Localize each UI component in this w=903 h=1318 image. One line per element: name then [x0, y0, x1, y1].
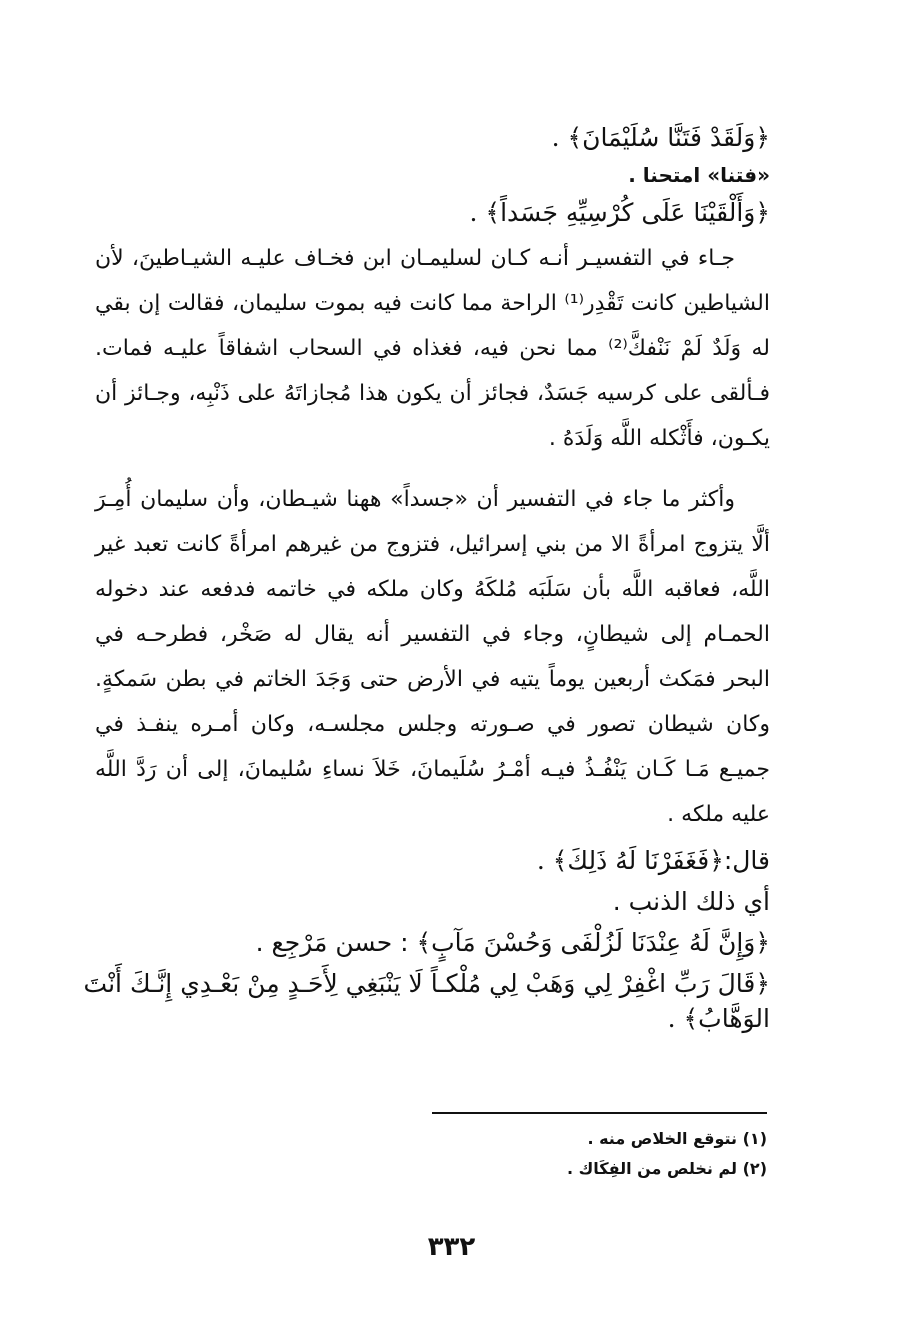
gloss-line: «فتنا» امتحنا .	[628, 163, 770, 187]
footnote-divider	[432, 1112, 767, 1114]
footnotes	[432, 1124, 767, 1184]
quran-verse: ﴿وَإِنَّ لَهُ عِنْدَنَا لَزُلْفَى وَحُسْنَ مَآبٍ﴾	[416, 928, 770, 957]
verse-suffix: : حسن مَرْجِع .	[255, 928, 409, 957]
verse-line	[95, 925, 770, 960]
commentary-paragraph: جـاء في التفسيـر أنـه كـان لسليمـان ابن فخـاف عليـه الشيـاطينَ، لأن الشياطين كانت تَقْدِر⁽¹⁾ الراحة مما كانت فيه بموت سليمان، فقالت إن بقي له وَلَدٌ لَمْ نَنْفكَّ⁽²⁾ مما نحن فيه، فغذاه في السحاب اشفاقاً عليـه فمات. فـألقى على كرسيه جَسَدٌ، فجائز أن يكون هذا مُجازاتَهُ على ذَنْبِه، وجـائز أن يكـون، فأَثْكله اللَّه وَلَدَهُ .	[95, 246, 770, 451]
footnote: (٢) لم نخلص من الفِكَاك .	[566, 1159, 767, 1178]
quran-verse: ﴿وَلَقَدْ فَتَنَّا سُلَيْمَانَ﴾ .	[551, 123, 770, 152]
page-number: ٣٣٢	[427, 1232, 476, 1262]
quran-verse: ﴿وَأَلْقَيْنَا عَلَى كُرْسِيِّهِ جَسَداً﴾ .	[469, 198, 770, 227]
quran-verse: ﴿فَغَفَرْنَا لَهُ ذَلِكَ﴾ .	[536, 846, 724, 875]
verse-prefix: قال:	[723, 846, 770, 875]
commentary-paragraph: وأكثر ما جاء في التفسير أن «جسداً» ههنا شيـطان، وأن سليمان أُمِـرَ ألَّا يتزوج امرأةً الا من بني إسرائيل، فتزوج من غيرهم امرأةً كانت تعبد غير اللَّه، فعاقبه اللَّه بأن سَلَبَه مُلكَهُ وكان ملكه في خاتمه فدفعه عند دخوله الحمـام إلى شيطانٍ، وجاء في التفسير أنه يقال له صَخْر، فطرحـه في البحر فمَكث أربعين يوماً يتيه في الأرض حتى وَجَدَ الخاتم في بطن سَمكةٍ. وكان شيطان تصور في صـورته وجلس مجلسـه، وكان أمـره ينفـذ في جميـع مَـا كَـان يَنْفُـذُ فيـه أمْـرُ سُلَيمانَ، خَلاَ نساءِ سُليمانَ، إلى أن رَدَّ اللَّه عليه ملكه .	[95, 487, 770, 827]
quran-verse: الوَهَّابُ﴾ .	[667, 1004, 770, 1033]
main-text	[83, 120, 770, 1036]
gloss-line: أي ذلك الذنب .	[612, 887, 770, 916]
footnote: (١) نتوقع الخلاص منه .	[587, 1129, 767, 1148]
verse-line	[95, 843, 770, 878]
quran-verse: ﴿قَالَ رَبِّ اغْفِرْ لِي وَهَبْ لِي مُلْكـاً لَا يَنْبَغِي لِأَحَـدٍ مِنْ بَعْـدِي إِنَّـكَ أَنْتَ	[83, 969, 770, 998]
